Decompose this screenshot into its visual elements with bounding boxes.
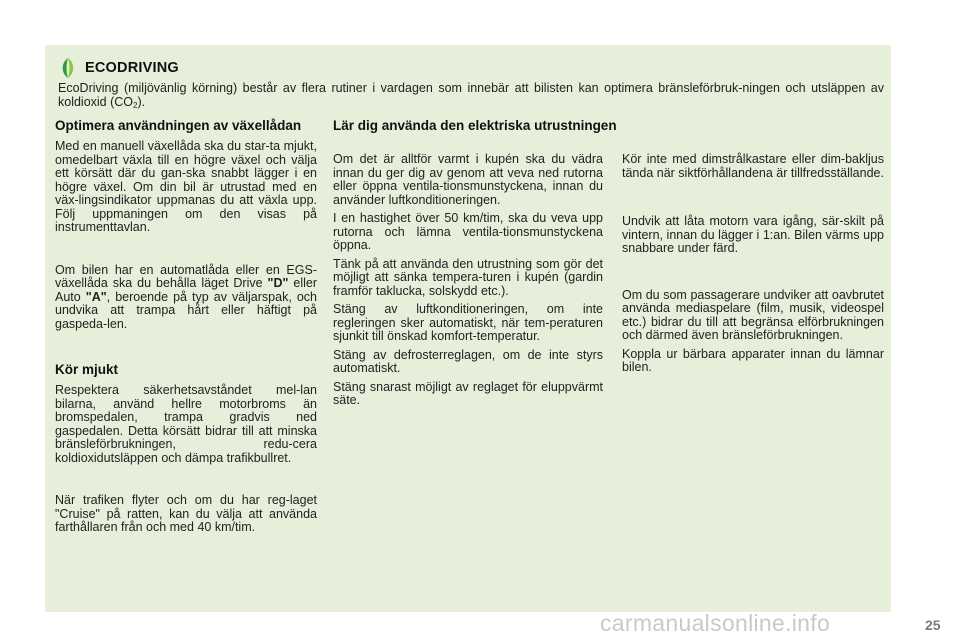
paragraph-fog-lights: Kör inte med dimstrålkastare eller dim-bakljus tända när siktförhållandena är tillfredsställande. xyxy=(622,152,884,180)
watermark: carmanualsonline.info xyxy=(600,610,831,636)
paragraph-electric-2: I en hastighet över 50 km/tim, ska du veva upp rutorna och lämna ventila-tionsmunstyckena öppna. xyxy=(333,211,603,252)
column-middle xyxy=(333,153,603,413)
page-number: 25 xyxy=(925,617,941,633)
section-title: ECODRIVING xyxy=(85,60,179,76)
paragraph-drive-smoothly: Respektera säkerhetsavståndet mel-lan bilarna, använd hellre motorbroms än bromspedalen, trampa gradvis ned gaspedalen. Detta körsätt bidrar till att minska bränsleförbrukningen, redu-cera koldioxidutsläppen och dämpa trafikbullret. xyxy=(55,383,317,465)
heading-drive-smoothly: Kör mjukt xyxy=(55,362,119,377)
heading-gearbox: Optimera användningen av växellådan xyxy=(55,118,302,133)
paragraph-cruise: När trafiken flyter och om du har reg-laget "Cruise" på ratten, kan du välja att använda farthållaren från och med 40 km/tim. xyxy=(55,493,317,534)
paragraph-electric-6: Stäng snarast möjligt av reglaget för eluppvärmt säte. xyxy=(333,379,603,407)
paragraph-automatic-gearbox: Om bilen har en automatlåda eller en EGS-växellåda ska du behålla läget Drive "D" eller Auto "A", beroende på typ av väljarspak, och undvika att trampa hårt eller häftigt på gaspeda-len. xyxy=(55,262,317,331)
intro-paragraph: EcoDriving (miljövänlig körning) består av flera rutiner i vardagen som innebär att bilisten kan optimera bränsleförbruk-ningen och utsläppen av koldioxid $(CO_2)$. xyxy=(58,81,884,110)
section-header xyxy=(58,57,179,79)
heading-electrical-equipment: Lär dig använda den elektriska utrustningen xyxy=(333,118,617,133)
paragraph-electric-5: Stäng av defrosterreglagen, om de inte styrs automatiskt. xyxy=(333,347,603,375)
paragraph-unplug-devices: Koppla ur bärbara apparater innan du lämnar bilen. xyxy=(622,346,884,374)
paragraph-electric-4: Stäng av luftkonditioneringen, om inte regleringen sker automatiskt, när tem-peraturen sjunkit till önskad komfort-temperatur. xyxy=(333,302,603,343)
leaf-icon xyxy=(58,57,78,79)
column-left xyxy=(55,118,317,535)
paragraph-electric-3: Tänk på att använda den utrustning som gör det möjligt att sänka tempera-turen i kupén (gardin framför taklucka, solskydd etc.). xyxy=(333,256,603,298)
paragraph-electric-1: Om det är alltför varmt i kupén ska du vädra innan du ger dig av genom att veva ned rutorna eller öppna ventila-tionsmunstyckena, innan du använder luftkonditioneringen. xyxy=(333,152,603,207)
paragraph-manual-gearbox: Med en manuell växellåda ska du star-ta mjukt, omedelbart växla till en högre växel och välja ett körsätt där du gan-ska snabbt lägger i en högre växel. Om din bil är utrustad med en väx‑lingsindikator uppmanas du att växla upp. Följ uppmaningen om den visas på instrumenttavlan. xyxy=(55,139,317,234)
paragraph-media-players: Om du som passagerare undviker att oavbrutet använda mediaspelare (film, musik, videospel etc.) bidrar du till att begränsa elförbrukningen och därmed även bränsleförbrukningen. xyxy=(622,287,884,342)
column-right xyxy=(622,153,884,375)
paragraph-idling: Undvik att låta motorn vara igång, sär-skilt på vintern, innan du lägger i 1:an. Bilen värms upp snabbare under färd. xyxy=(622,214,884,255)
